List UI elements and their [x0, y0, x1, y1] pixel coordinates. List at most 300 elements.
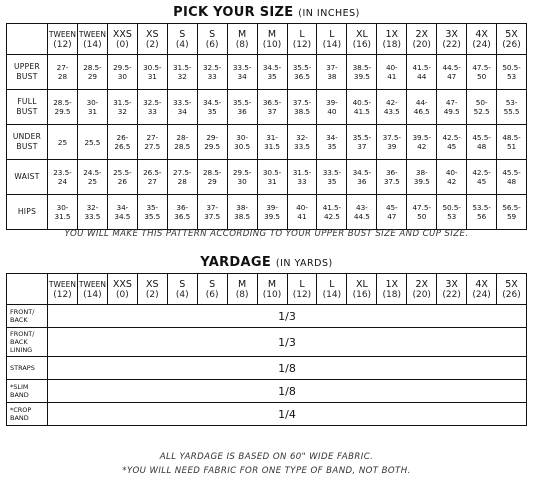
- measurement-value: 28.5: [174, 142, 191, 151]
- measurement-cell: [257, 55, 287, 90]
- row-label: [7, 160, 48, 195]
- measurement-value: 34-: [326, 133, 338, 142]
- measurement-value: 25.5-: [113, 168, 132, 177]
- measurement-value: 32.5-: [143, 98, 162, 107]
- measurement-value: 39.5: [264, 212, 280, 221]
- size-name: 5X: [505, 28, 518, 40]
- size-chart-table: [6, 23, 527, 230]
- size-name: TWEEN: [78, 279, 106, 289]
- measurement-value: 38.5: [234, 212, 251, 221]
- size-header-cell: [407, 24, 437, 55]
- yardage-row: [7, 357, 527, 380]
- measurement-value: 29-: [206, 133, 218, 142]
- size-header-cell: [167, 274, 197, 305]
- size-number: (4): [175, 39, 189, 50]
- measurement-cell: [377, 160, 407, 195]
- size-name: 3X: [445, 278, 458, 290]
- size-name: M: [237, 28, 247, 40]
- size-name: 3X: [445, 28, 458, 40]
- row-label-line: BUST: [16, 107, 38, 116]
- measurement-value: 28-: [176, 133, 189, 142]
- measurement-value: 39-: [266, 203, 278, 212]
- size-chart-title-text: PICK YOUR SIZE: [173, 5, 294, 20]
- measurement-cell: [377, 125, 407, 160]
- measurement-value: 28.5-: [202, 168, 222, 177]
- measurement-value: 41.5-: [412, 63, 431, 72]
- measurement-value: 35: [267, 72, 277, 81]
- measurement-cell: [437, 55, 467, 90]
- yardage-value: 1/3: [48, 328, 527, 357]
- measurement-value: 41.5-: [322, 203, 342, 212]
- measurement-value: 37.5-: [292, 98, 312, 107]
- measurement-value: 29.5-: [232, 168, 252, 177]
- measurement-row: [7, 90, 527, 125]
- size-number: (14): [322, 39, 342, 50]
- row-label: [7, 90, 48, 125]
- measurement-value: 30: [117, 72, 127, 81]
- measurement-cell: [437, 90, 467, 125]
- yardage-note-band: *YOU WILL NEED FABRIC FOR ONE TYPE OF BAND, NOT BOTH.: [122, 466, 411, 476]
- row-label-line: BUST: [16, 142, 38, 151]
- size-name: 4X: [475, 278, 488, 290]
- size-header-cell: [467, 274, 497, 305]
- size-name: TWEEN: [78, 29, 106, 39]
- size-name: S: [209, 278, 216, 290]
- measurement-cell: [48, 90, 78, 125]
- measurement-value: 29: [207, 177, 217, 186]
- measurement-cell: [467, 160, 497, 195]
- size-name: 1X: [385, 28, 399, 40]
- size-header-cell: [107, 24, 137, 55]
- row-label: [7, 403, 48, 426]
- measurement-cell: [167, 195, 197, 230]
- measurement-value: 34.5-: [262, 63, 282, 72]
- measurement-cell: [407, 90, 437, 125]
- size-name: 4X: [475, 28, 488, 40]
- size-header-cell: [48, 274, 78, 305]
- measurement-value: 30.5-: [262, 168, 282, 177]
- size-header-cell: [497, 24, 527, 55]
- measurement-cell: [107, 160, 137, 195]
- size-header-cell: [227, 274, 257, 305]
- size-number: (16): [352, 39, 372, 50]
- measurement-value: 50-: [475, 98, 488, 107]
- measurement-cell: [467, 55, 497, 90]
- size-number: (12): [292, 289, 312, 300]
- measurement-value: 50.5-: [502, 63, 521, 72]
- measurement-value: 53-: [505, 98, 518, 107]
- measurement-cell: [497, 195, 527, 230]
- size-number: (16): [352, 289, 372, 300]
- measurement-value: 34.5-: [202, 98, 222, 107]
- measurement-value: 47: [447, 72, 457, 81]
- measurement-value: 33: [297, 177, 307, 186]
- row-label-line: LINING: [10, 346, 33, 354]
- size-number: (8): [235, 289, 249, 300]
- size-number: (10): [262, 39, 282, 50]
- measurement-value: 26.5: [114, 142, 131, 151]
- measurement-value: 40-: [385, 63, 398, 72]
- row-label-line: FULL: [17, 97, 37, 106]
- measurement-value: 46.5: [413, 107, 430, 116]
- measurement-cell: [497, 55, 527, 90]
- measurement-value: 45: [447, 142, 457, 151]
- size-name: XL: [355, 278, 368, 290]
- size-number: (0): [115, 289, 129, 300]
- measurement-value: 35: [327, 142, 337, 151]
- measurement-row: [7, 160, 527, 195]
- size-header-cell: [377, 274, 407, 305]
- measurement-cell: [167, 160, 197, 195]
- measurement-value: 53: [506, 72, 517, 81]
- header-row: [7, 274, 527, 305]
- measurement-value: 27.5: [144, 142, 161, 151]
- size-chart-unit: (IN INCHES): [298, 8, 360, 19]
- row-label: [7, 55, 48, 90]
- size-name: 2X: [415, 28, 428, 40]
- measurement-value: 39: [387, 142, 397, 151]
- measurement-cell: [197, 160, 227, 195]
- measurement-value: 30: [237, 177, 247, 186]
- measurement-value: 28: [57, 72, 68, 81]
- measurement-cell: [287, 195, 317, 230]
- measurement-value: 53: [447, 212, 457, 221]
- row-label-line: BACK: [10, 316, 28, 324]
- size-number: (0): [115, 39, 129, 50]
- measurement-value: 50: [477, 72, 487, 81]
- measurement-value: 30.5-: [143, 63, 162, 72]
- measurement-value: 28: [177, 177, 187, 186]
- row-label: [7, 125, 48, 160]
- measurement-value: 37.5-: [382, 133, 401, 142]
- measurement-cell: [167, 90, 197, 125]
- size-header-cell: [377, 24, 407, 55]
- row-label-line: HIPS: [17, 207, 37, 216]
- measurement-value: 42: [447, 177, 457, 186]
- measurement-cell: [287, 160, 317, 195]
- measurement-value: 31.5-: [292, 168, 312, 177]
- row-label-line: WAIST: [14, 172, 40, 181]
- measurement-value: 29.5-: [113, 63, 132, 72]
- size-header-cell: [167, 24, 197, 55]
- measurement-cell: [48, 160, 78, 195]
- measurement-value: 33: [207, 72, 217, 81]
- measurement-cell: [377, 90, 407, 125]
- size-name: M: [237, 278, 247, 290]
- measurement-value: 35.5: [144, 212, 161, 221]
- measurement-cell: [167, 125, 197, 160]
- measurement-cell: [347, 160, 377, 195]
- measurement-value: 38-: [236, 203, 248, 212]
- measurement-value: 35.5-: [352, 133, 372, 142]
- measurement-cell: [317, 55, 347, 90]
- size-name: 1X: [385, 278, 399, 290]
- measurement-value: 31.5-: [113, 98, 132, 107]
- size-number: (22): [442, 39, 461, 50]
- size-number: (14): [83, 289, 102, 300]
- measurement-value: 26.5-: [143, 168, 162, 177]
- measurement-value: 48: [506, 177, 517, 186]
- size-number: (26): [502, 289, 521, 300]
- measurement-value: 53.5-: [472, 203, 491, 212]
- measurement-cell: [77, 55, 107, 90]
- size-header-cell: [287, 274, 317, 305]
- measurement-cell: [197, 55, 227, 90]
- measurement-cell: [287, 125, 317, 160]
- measurement-value: 27-: [56, 63, 69, 72]
- measurement-cell: [77, 195, 107, 230]
- measurement-value: 43.5: [383, 107, 400, 116]
- size-name: 5X: [505, 278, 518, 290]
- measurement-cell: [227, 160, 257, 195]
- measurement-cell: [107, 55, 137, 90]
- measurement-cell: [77, 125, 107, 160]
- measurement-value: 39.5: [413, 177, 430, 186]
- measurement-cell: [257, 195, 287, 230]
- measurement-value: 47.5-: [412, 203, 431, 212]
- measurement-value: 24: [57, 177, 68, 186]
- size-number: (2): [145, 289, 159, 300]
- size-number: (14): [83, 39, 102, 50]
- size-header-cell: [497, 274, 527, 305]
- size-number: (12): [292, 39, 312, 50]
- size-number: (18): [382, 289, 402, 300]
- measurement-value: 33.5-: [173, 98, 192, 107]
- size-header-cell: [137, 274, 167, 305]
- measurement-cell: [347, 90, 377, 125]
- size-number: (12): [53, 289, 72, 300]
- measurement-value: 38.5: [294, 107, 310, 116]
- measurement-value: 35: [327, 177, 337, 186]
- measurement-cell: [197, 125, 227, 160]
- measurement-value: 26: [117, 177, 127, 186]
- size-header-cell: [347, 24, 377, 55]
- measurement-cell: [107, 90, 137, 125]
- measurement-value: 35: [207, 107, 217, 116]
- measurement-value: 31-: [266, 133, 278, 142]
- measurement-value: 31.5: [54, 212, 71, 221]
- measurement-value: 44.5: [353, 212, 370, 221]
- measurement-cell: [257, 125, 287, 160]
- measurement-cell: [257, 90, 287, 125]
- row-label: [7, 305, 48, 328]
- size-header-cell: [437, 274, 467, 305]
- yardage-chart-title-text: YARDAGE: [200, 255, 272, 270]
- size-name: XXS: [112, 278, 132, 290]
- measurement-cell: [287, 55, 317, 90]
- size-header-cell: [48, 24, 78, 55]
- measurement-value: 32: [177, 72, 187, 81]
- row-label: [7, 328, 48, 357]
- measurement-value: 30.5: [234, 142, 251, 151]
- measurement-value: 32-: [296, 133, 308, 142]
- measurement-value: 45.5-: [472, 133, 491, 142]
- measurement-cell: [407, 195, 437, 230]
- row-label-line: FRONT/: [10, 330, 35, 338]
- measurement-cell: [467, 90, 497, 125]
- measurement-cell: [137, 125, 167, 160]
- yardage-value: 1/8: [48, 380, 527, 403]
- measurement-value: 36: [237, 107, 247, 116]
- size-name: XL: [355, 28, 368, 40]
- measurement-value: 33.5-: [322, 168, 342, 177]
- measurement-cell: [227, 55, 257, 90]
- measurement-value: 32-: [86, 203, 99, 212]
- measurement-value: 31: [267, 177, 277, 186]
- measurement-cell: [137, 90, 167, 125]
- measurement-cell: [377, 55, 407, 90]
- size-number: (14): [322, 289, 342, 300]
- size-header-cell: [137, 24, 167, 55]
- measurement-value: 41.5: [353, 107, 370, 116]
- measurement-value: 32: [117, 107, 127, 116]
- yardage-row: [7, 403, 527, 426]
- measurement-row: [7, 55, 527, 90]
- row-label-line: BAND: [10, 391, 29, 399]
- measurement-value: 44-: [415, 98, 428, 107]
- measurement-value: 47: [387, 212, 397, 221]
- size-number: (4): [175, 289, 189, 300]
- measurement-value: 31.5: [264, 142, 280, 151]
- row-label-line: *CROP: [10, 406, 32, 414]
- measurement-value: 40.5-: [352, 98, 372, 107]
- measurement-row: [7, 195, 527, 230]
- measurement-value: 25.5: [84, 137, 101, 147]
- measurement-cell: [347, 195, 377, 230]
- measurement-value: 42.5: [323, 212, 340, 221]
- measurement-cell: [257, 160, 287, 195]
- measurement-value: 25: [87, 177, 97, 186]
- size-header-cell: [77, 274, 107, 305]
- measurement-value: 39.5: [353, 72, 370, 81]
- size-header-cell: [257, 274, 287, 305]
- size-number: (8): [235, 39, 249, 50]
- row-label-line: FRONT/: [10, 308, 35, 316]
- size-chart-title: [0, 5, 533, 20]
- measurement-value: 38-: [415, 168, 428, 177]
- measurement-cell: [467, 195, 497, 230]
- size-header-cell: [257, 24, 287, 55]
- row-label-line: UPPER: [14, 62, 40, 71]
- measurement-value: 35.5-: [232, 98, 252, 107]
- measurement-value: 29.5: [54, 107, 71, 116]
- measurement-value: 40-: [296, 203, 308, 212]
- measurement-value: 33: [147, 107, 157, 116]
- measurement-cell: [77, 160, 107, 195]
- size-header-cell: [317, 24, 347, 55]
- size-header-cell: [347, 274, 377, 305]
- measurement-value: 43-: [356, 203, 368, 212]
- measurement-value: 33.5: [294, 142, 310, 151]
- size-header-cell: [287, 24, 317, 55]
- measurement-cell: [497, 90, 527, 125]
- measurement-value: 42.5-: [472, 168, 491, 177]
- size-header-cell: [197, 24, 227, 55]
- measurement-value: 31: [87, 107, 97, 116]
- size-name: L: [329, 28, 335, 40]
- size-name: TWEEN: [48, 279, 77, 289]
- measurement-cell: [227, 90, 257, 125]
- size-number: (22): [442, 289, 461, 300]
- size-header-cell: [467, 24, 497, 55]
- measurement-cell: [377, 195, 407, 230]
- size-number: (26): [502, 39, 521, 50]
- header-row: [7, 24, 527, 55]
- measurement-cell: [407, 55, 437, 90]
- measurement-cell: [467, 125, 497, 160]
- row-label-line: BAND: [10, 414, 29, 422]
- size-header-cell: [107, 274, 137, 305]
- measurement-value: 56.5-: [502, 203, 521, 212]
- yardage-value: 1/8: [48, 357, 527, 380]
- size-number: (6): [205, 39, 219, 50]
- measurement-value: 36.5-: [262, 98, 282, 107]
- measurement-value: 34-: [116, 203, 129, 212]
- measurement-value: 29.5: [204, 142, 221, 151]
- size-name: S: [209, 28, 216, 40]
- measurement-cell: [107, 125, 137, 160]
- measurement-value: 52.5: [473, 107, 490, 116]
- measurement-cell: [497, 160, 527, 195]
- measurement-cell: [48, 195, 78, 230]
- measurement-cell: [437, 125, 467, 160]
- measurement-cell: [317, 160, 347, 195]
- yardage-row: [7, 328, 527, 357]
- measurement-value: 32.5-: [202, 63, 222, 72]
- size-number: (20): [412, 39, 431, 50]
- measurement-value: 26-: [116, 133, 129, 142]
- measurement-value: 25: [57, 137, 68, 147]
- yardage-note-fabric-width: ALL YARDAGE IS BASED ON 60" WIDE FABRIC.: [159, 452, 374, 462]
- measurement-value: 30-: [236, 133, 248, 142]
- size-header-cell: [317, 274, 347, 305]
- measurement-cell: [137, 195, 167, 230]
- measurement-value: 34.5: [114, 212, 131, 221]
- measurement-value: 37: [267, 107, 277, 116]
- measurement-value: 50: [417, 212, 427, 221]
- size-name: L: [329, 278, 335, 290]
- measurement-value: 37.5: [383, 177, 400, 186]
- measurement-cell: [347, 55, 377, 90]
- row-label-line: *SLIM: [10, 383, 29, 391]
- measurement-value: 38: [327, 72, 337, 81]
- row-label-line: BACK: [10, 338, 28, 346]
- size-number: (24): [472, 39, 491, 50]
- measurement-cell: [137, 160, 167, 195]
- yardage-chart-unit: (IN YARDS): [275, 258, 333, 269]
- measurement-value: 27: [147, 177, 157, 186]
- measurement-value: 33.5-: [232, 63, 252, 72]
- measurement-cell: [407, 160, 437, 195]
- size-name: XXS: [112, 28, 132, 40]
- size-name: XS: [146, 28, 159, 40]
- size-number: (6): [205, 289, 219, 300]
- measurement-cell: [197, 90, 227, 125]
- yardage-row: [7, 305, 527, 328]
- measurement-cell: [497, 125, 527, 160]
- measurement-value: 34: [237, 72, 247, 81]
- measurement-value: 48.5-: [502, 133, 521, 142]
- size-header-cell: [407, 274, 437, 305]
- measurement-value: 37.5: [204, 212, 221, 221]
- size-name: L: [299, 278, 305, 290]
- size-number: (12): [53, 39, 72, 50]
- measurement-value: 44.5-: [442, 63, 461, 72]
- measurement-value: 51: [506, 142, 517, 151]
- measurement-cell: [48, 55, 78, 90]
- measurement-cell: [437, 160, 467, 195]
- size-number: (20): [412, 289, 431, 300]
